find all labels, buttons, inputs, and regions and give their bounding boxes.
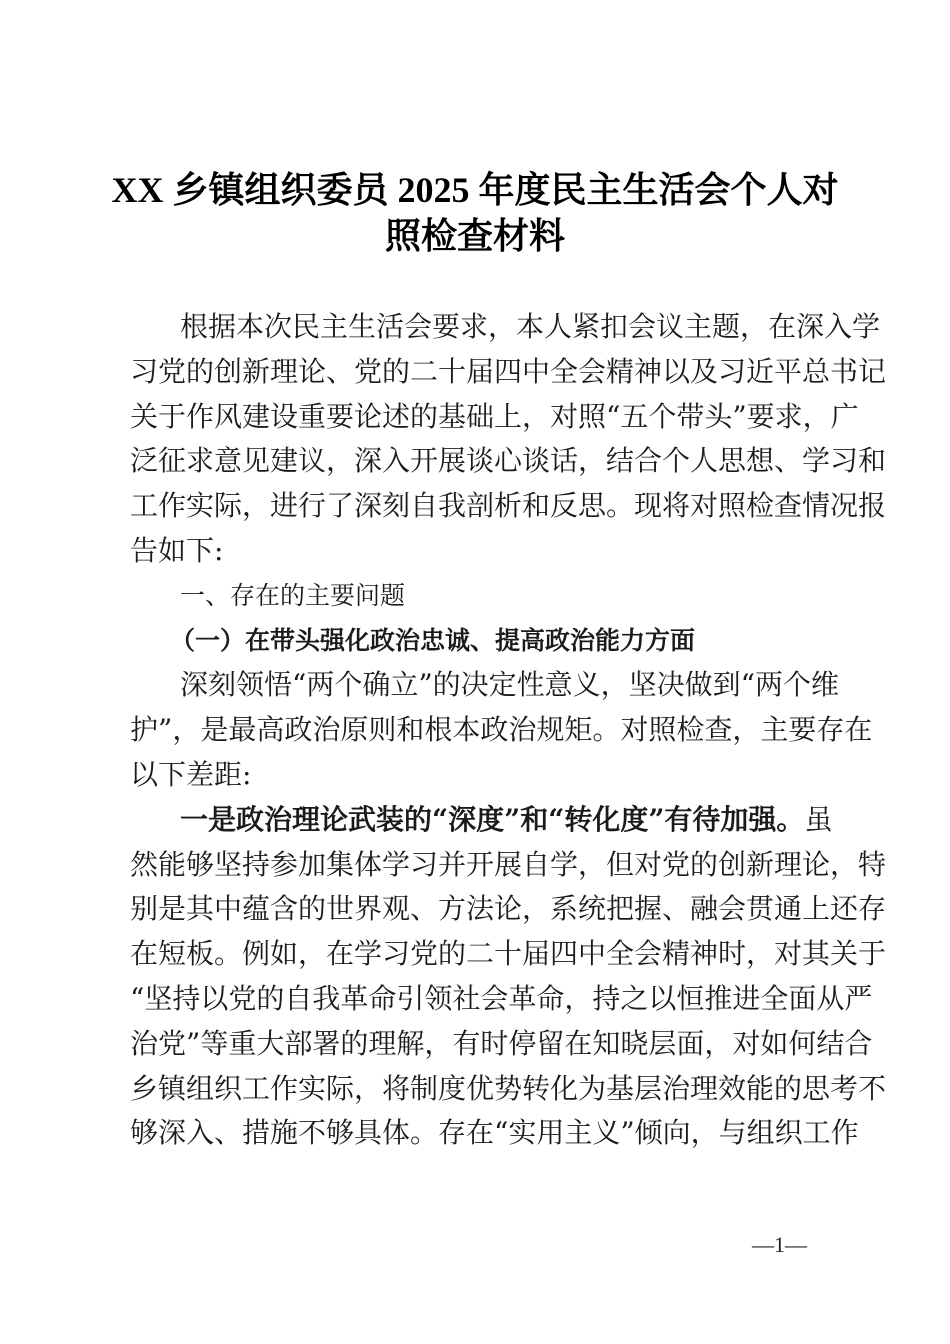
page-number: —1— (752, 1232, 807, 1257)
point-1-first-line (130, 798, 833, 843)
paragraph-line: 以下差距: (130, 757, 252, 791)
paragraph-line: 习党的创新理论、党的二十届四中全会精神以及习近平总书记 (130, 354, 887, 388)
paragraph-line: 告如下: (130, 533, 224, 567)
paragraph-line: 深刻领悟“两个确立”的决定性意义，坚决做到“两个维 (180, 668, 839, 702)
paragraph-line: 工作实际，进行了深刻自我剖析和反思。现将对照检查情况报 (130, 489, 887, 523)
paragraph-line: 关于作风建设重要论述的基础上，对照“五个带头”要求，广 (130, 399, 859, 433)
paragraph-line: 乡镇组织工作实际，将制度优势转化为基层治理效能的思考不 (130, 1071, 887, 1105)
document-title (100, 167, 850, 259)
paragraph-line: 然能够坚持参加集体学习并开展自学，但对党的创新理论，特 (130, 847, 887, 881)
point-1-lead: 一是政治理论武装的“深度”和“转化度”有待加强。 (180, 802, 805, 836)
document-body (130, 305, 887, 1156)
paragraph-line: 别是其中蕴含的世界观、方法论，系统把握、融会贯通上还存 (130, 892, 887, 926)
subsection-heading: （一）在带头强化政治忠诚、提高政治能力方面 (170, 625, 696, 655)
title-line-2: 照检查材料 (384, 216, 565, 256)
paragraph-line: 泛征求意见建议，深入开展谈心谈话，结合个人思想、学习和 (130, 444, 887, 478)
paragraph-line: 根据本次民主生活会要求，本人紧扣会议主题，在深入学 (180, 310, 881, 343)
point-1-tail: 虽 (804, 802, 833, 836)
paragraph-line: 够深入、措施不够具体。存在“实用主义”倾向，与组织工作 (130, 1116, 859, 1150)
title-line-1: XX 乡镇组织委员 2025 年度民主生活会个人对 (111, 170, 839, 210)
section-heading: 一、存在的主要问题 (180, 580, 406, 610)
paragraph-line: 治党”等重大部署的理解，有时停留在知晓层面，对如何结合 (130, 1026, 873, 1060)
paragraph-line: 护”，是最高政治原则和根本政治规矩。对照检查，主要存在 (130, 713, 873, 747)
paragraph-line: 在短板。例如，在学习党的二十届四中全会精神时，对其关于 (130, 937, 887, 971)
paragraph-line: “坚持以党的自我革命引领社会革命，持之以恒推进全面从严 (130, 981, 873, 1015)
